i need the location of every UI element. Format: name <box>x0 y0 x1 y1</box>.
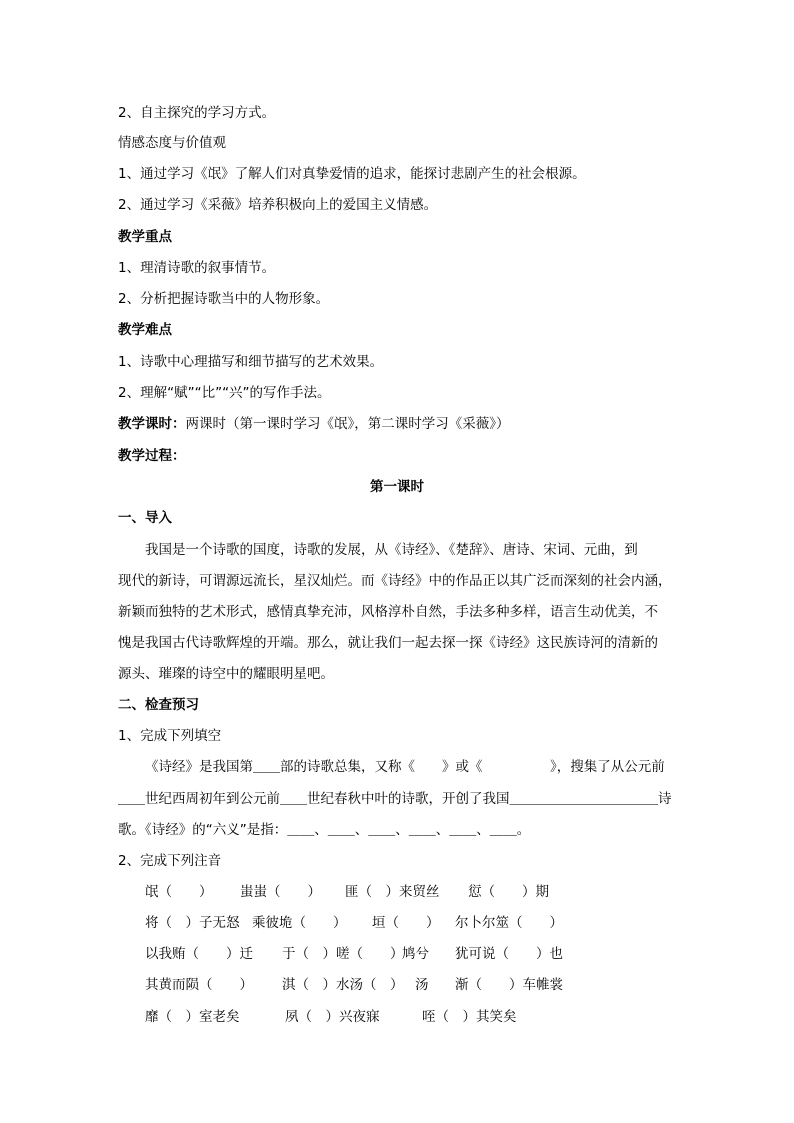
paragraph-line: 新颖而独特的艺术形式，感情真挚充沛，风格淳朴自然，手法多种多样，语言生动优美，不 <box>118 604 658 620</box>
schedule-line <box>118 415 510 433</box>
pinyin-item: 靡（ ）室老矣 <box>145 1009 240 1025</box>
pinyin-item: 犹可说（ ）也 <box>455 946 563 962</box>
pinyin-item: 其黄而陨（ ） <box>145 977 253 993</box>
process-label: 教学过程： <box>118 448 186 464</box>
pinyin-item: 蚩蚩（ ） <box>240 884 321 900</box>
difficulties-heading: 教学难点 <box>118 322 172 338</box>
task-heading: 2、完成下列注音 <box>118 853 222 869</box>
paragraph-line: 愧是我国古代诗歌辉煌的开端。那么，就让我们一起去探一探《诗经》这民族诗河的清新的 <box>118 635 658 651</box>
difficulty-line: 1、诗歌中心理描写和细节描写的艺术效果。 <box>118 354 384 370</box>
section-heading: 二、检查预习 <box>118 697 199 713</box>
pinyin-item: 渐（ ）车帷裳 <box>455 977 563 993</box>
paragraph-line: 现代的新诗，可谓源远流长，星汉灿烂。而《诗经》中的作品正以其广泛而深刻的社会内涵， <box>118 573 672 589</box>
pinyin-item: 氓（ ） <box>145 884 213 900</box>
pinyin-item: 以我贿（ ）迁 <box>145 946 253 962</box>
paragraph-line: 我国是一个诗歌的国度，诗歌的发展，从《诗经》、《楚辞》、唐诗、宋词、元曲，到 <box>145 542 638 558</box>
key-point-line: 2、分析把握诗歌当中的人物形象。 <box>118 291 330 307</box>
paragraph-line: 源头、璀璨的诗空中的耀眼明星吧。 <box>118 666 334 682</box>
objective-line: 1、通过学习《氓》了解人们对真挚爱情的追求，能探讨悲剧产生的社会根源。 <box>118 166 586 182</box>
section-heading: 一、导入 <box>118 510 172 526</box>
pinyin-item: 淇（ ）水汤（ ） <box>282 977 404 993</box>
schedule-label: 教学课时： <box>118 416 186 432</box>
pinyin-item: 乘彼垝（ ） <box>252 915 347 931</box>
pinyin-item: 尔卜尔筮（ ） <box>455 915 563 931</box>
pinyin-item: 垣（ ） <box>372 915 440 931</box>
pinyin-item: 匪（ ）来贸丝 <box>345 884 440 900</box>
fill-blank-line: ＿＿世纪西周初年到公元前＿＿世纪春秋中叶的诗歌，开创了我国＿＿＿＿＿＿＿＿＿＿＿诗 <box>118 791 672 807</box>
difficulty-line: 2、理解“赋”“比”“兴”的写作手法。 <box>118 385 331 401</box>
pinyin-item: 将（ ）子无怒 <box>145 915 240 931</box>
pinyin-item: 咥（ ）其笑矣 <box>422 1009 517 1025</box>
objective-line: 2、自主探究的学习方式。 <box>118 105 276 121</box>
objective-heading: 情感态度与价值观 <box>118 135 226 151</box>
key-point-line: 1、理清诗歌的叙事情节。 <box>118 260 276 276</box>
pinyin-item: 夙（ ）兴夜寐 <box>285 1009 380 1025</box>
objective-line: 2、通过学习《采薇》培养积极向上的爱国主义情感。 <box>118 197 438 213</box>
key-points-heading: 教学重点 <box>118 229 172 245</box>
task-heading: 1、完成下列填空 <box>118 728 222 744</box>
fill-blank-line: 《诗经》是我国第＿＿部的诗歌总集，又称《 》或《 》，搜集了从公元前 <box>145 759 665 775</box>
pinyin-item: 愆（ ）期 <box>468 884 549 900</box>
schedule-text: 两课时（第一课时学习《氓》，第二课时学习《采薇》） <box>185 416 510 432</box>
fill-blank-line: 歌。《诗经》的“六义”是指：＿＿、＿＿、＿＿、＿＿、＿＿、＿＿。 <box>118 822 531 838</box>
pinyin-item: 汤 <box>415 977 429 993</box>
pinyin-item: 鸠兮 <box>402 946 429 962</box>
lesson-title: 第一课时 <box>370 479 424 495</box>
pinyin-item: 于（ ）嗟（ ） <box>282 946 404 962</box>
